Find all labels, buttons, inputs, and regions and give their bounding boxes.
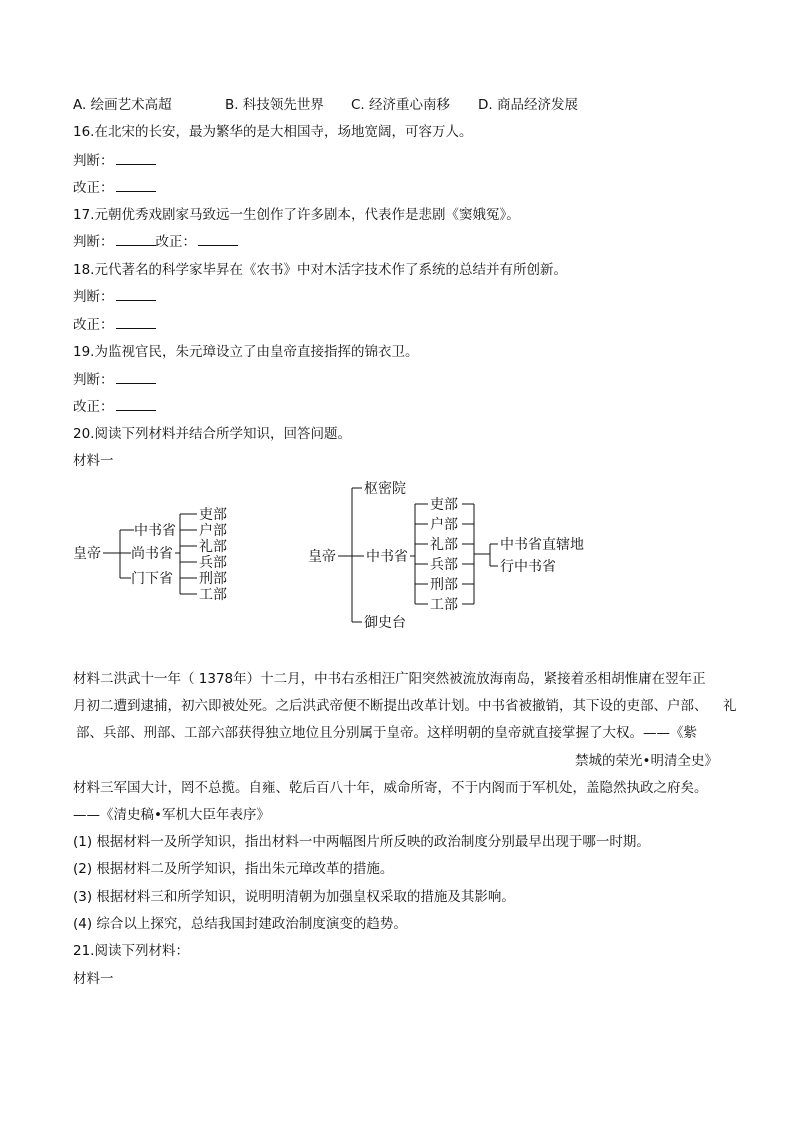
q18-judge-label: 判断：: [73, 289, 114, 305]
q17-text: 17.元朝优秀戏剧家马致远一生创作了许多剧本，代表作是悲剧《窦娥冤》。: [73, 207, 520, 223]
left-branch-shangshu: 尚书省: [131, 546, 173, 562]
q16-judge-label: 判断：: [73, 153, 114, 169]
left-root-emperor: 皇帝: [73, 546, 101, 562]
right-dept-hu: 户部: [430, 517, 458, 533]
q17-correct-label: 改正：: [155, 234, 196, 250]
q20-material2-line3: 礼: [723, 698, 737, 714]
q16-text: 16.在北宋的长安，最为繁华的是大相国寺，场地宽阔，可容万人。: [73, 124, 473, 140]
q15-option-a: A. 绘画艺术高超: [73, 97, 172, 113]
left-dept-bing: 兵部: [199, 555, 227, 571]
q21-intro: 21.阅读下列材料：: [73, 943, 189, 959]
q15-option-d: D. 商品经济发展: [478, 97, 578, 113]
right-dept-li2: 礼部: [430, 537, 458, 553]
left-dept-li2: 礼部: [199, 539, 227, 555]
right-end-province: 行中书省: [500, 559, 556, 575]
right-root-emperor: 皇帝: [308, 549, 336, 565]
right-end-direct: 中书省直辖地: [500, 537, 584, 553]
q20-material2-line4: 部、兵部、刑部、工部六部获得独立地位且分别属于皇帝。这样明朝的皇帝就直接掌握了大权。——《紫: [76, 725, 697, 741]
q17-judge-label: 判断：: [73, 234, 114, 250]
q20-material2-line5: 禁城的荣光•明清全史》: [575, 753, 718, 769]
diagram-yuan-system: [308, 480, 584, 631]
q15-option-b: B. 科技领先世界: [225, 97, 324, 113]
diagram-three-departments: [73, 506, 227, 603]
right-dept-gong: 工部: [430, 597, 458, 613]
q20-intro: 20.阅读下列材料并结合所学知识，回答问题。: [73, 426, 351, 442]
right-dept-li: 吏部: [430, 497, 458, 513]
left-dept-gong: 工部: [199, 587, 227, 603]
q20-material3-line1: 材料三军国大计，罔不总揽。自雍、乾后百八十年，威命所寄，不于内阁而于军机处，盖隐然执政之府矣。: [73, 780, 708, 796]
q18-correct-label: 改正：: [73, 317, 114, 333]
right-middle-zhongshu: 中书省: [366, 549, 408, 565]
right-dept-bing: 兵部: [430, 557, 458, 573]
right-dept-xing: 刑部: [430, 577, 458, 593]
right-bottom-yushi: 御史台: [364, 615, 406, 631]
left-branch-menxia: 门下省: [131, 571, 173, 587]
q20-material3-line2: ——《清史稿•军机大臣年表序》: [73, 807, 270, 823]
q21-material1-label: 材料一: [73, 971, 114, 987]
q20-material1-label: 材料一: [73, 453, 114, 469]
q20-question-2: (2) 根据材料二及所学知识，指出朱元璋改革的措施。: [73, 861, 394, 877]
left-branch-zhongshu: 中书省: [134, 523, 176, 539]
q20-question-3: (3) 根据材料三和所学知识，说明明清朝为加强皇权采取的措施及其影响。: [73, 889, 515, 905]
q19-judge-label: 判断：: [73, 372, 114, 388]
left-dept-xing: 刑部: [199, 571, 227, 587]
left-dept-hu: 户部: [199, 523, 227, 539]
q19-text: 19.为监视官民，朱元璋设立了由皇帝直接指挥的锦衣卫。: [73, 344, 419, 360]
q16-correct-label: 改正：: [73, 180, 114, 196]
right-top-shumi: 枢密院: [364, 481, 406, 497]
q20-question-4: (4) 综合以上探究，总结我国封建政治制度演变的趋势。: [73, 916, 407, 932]
q18-text: 18.元代著名的科学家毕昇在《农书》中对木活字技术作了系统的总结并有所创新。: [73, 262, 567, 278]
q20-material2-line1: 材料二洪武十一年（ 1378年）十二月，中书右丞相汪广阳突然被流放海南岛，紧接着丞相胡惟庸在翌年正: [73, 671, 706, 687]
q20-question-1: (1) 根据材料一及所学知识，指出材料一中两幅图片所反映的政治制度分别最早出现于哪一时期。: [73, 834, 650, 850]
q19-correct-label: 改正：: [73, 399, 114, 415]
q20-material2-line2: 月初二遭到逮捕，初六即被处死。之后洪武帝便不断提出改革计划。中书省被撤销，其下设的吏部、户部、: [73, 698, 708, 714]
left-dept-li: 吏部: [199, 507, 227, 523]
q15-option-c: C. 经济重心南移: [351, 97, 451, 113]
